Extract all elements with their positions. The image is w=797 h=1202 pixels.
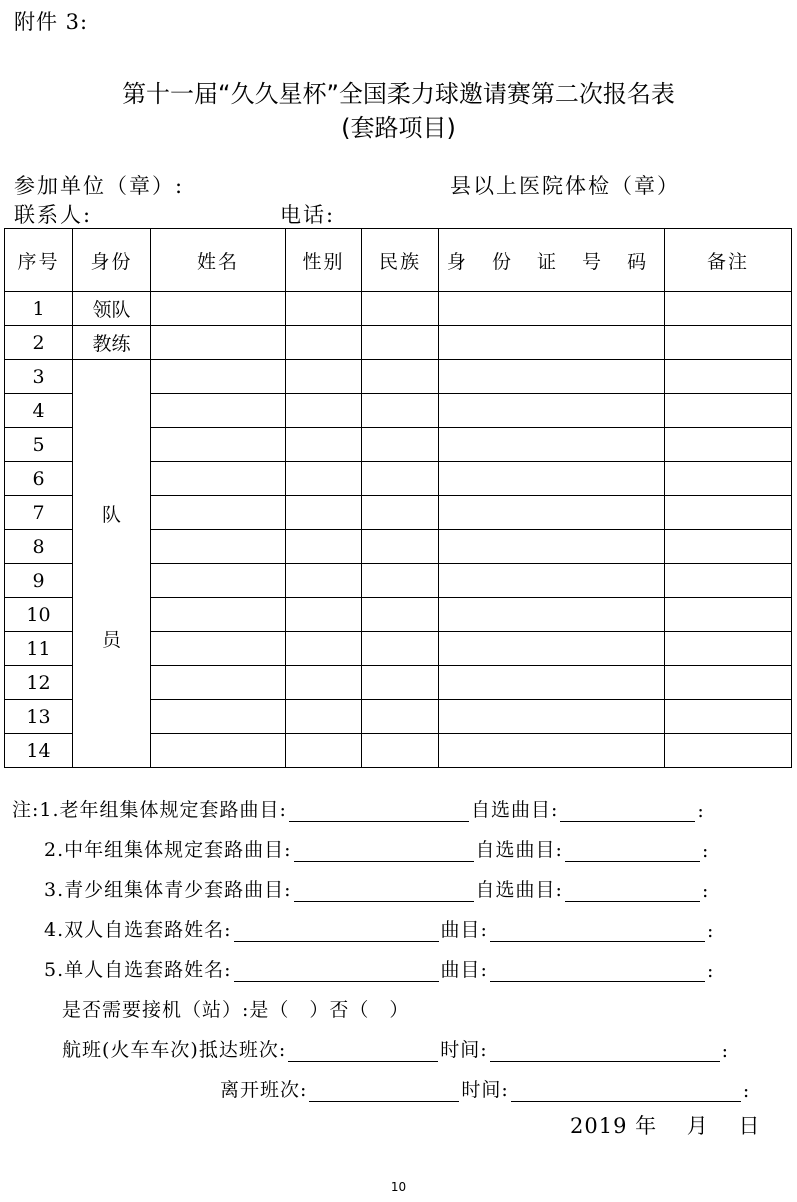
note-cell[interactable] xyxy=(665,530,792,564)
sex-cell[interactable] xyxy=(286,666,362,700)
nation-cell[interactable] xyxy=(362,564,439,598)
row-number: 9 xyxy=(5,564,73,598)
name-cell[interactable] xyxy=(151,666,286,700)
header-seq: 序号 xyxy=(5,229,73,292)
note-cell[interactable] xyxy=(665,632,792,666)
depart-time-label: 时间: xyxy=(461,1079,509,1101)
name-cell[interactable] xyxy=(151,462,286,496)
header-note: 备注 xyxy=(665,229,792,292)
note-cell[interactable] xyxy=(665,292,792,326)
name-cell[interactable] xyxy=(151,598,286,632)
id-cell[interactable] xyxy=(439,734,665,768)
note-3-song-field[interactable] xyxy=(294,881,474,902)
note-3-label: 3.青少组集体青少套路曲目: xyxy=(44,879,292,901)
row-number: 7 xyxy=(5,496,73,530)
row-number: 2 xyxy=(5,326,73,360)
row-number: 3 xyxy=(5,360,73,394)
table-row xyxy=(5,292,792,326)
id-cell[interactable] xyxy=(439,598,665,632)
header-id: 身 份 证 号 码 xyxy=(439,229,665,292)
note-1-free-field[interactable] xyxy=(560,801,695,822)
page-number: 10 xyxy=(390,1180,407,1194)
form-title: 第十一届“久久星杯”全国柔力球邀请赛第二次报名表 xyxy=(122,80,675,108)
note-3-free-field[interactable] xyxy=(565,881,700,902)
nation-cell[interactable] xyxy=(362,394,439,428)
note-1 xyxy=(12,795,705,822)
row-number: 5 xyxy=(5,428,73,462)
row-number: 4 xyxy=(5,394,73,428)
nation-cell[interactable] xyxy=(362,326,439,360)
name-cell[interactable] xyxy=(151,428,286,462)
sex-cell[interactable] xyxy=(286,428,362,462)
arrival-time-field[interactable] xyxy=(490,1041,720,1062)
id-cell[interactable] xyxy=(439,326,665,360)
sex-cell[interactable] xyxy=(286,360,362,394)
row-number: 8 xyxy=(5,530,73,564)
note-cell[interactable] xyxy=(665,700,792,734)
name-cell[interactable] xyxy=(151,326,286,360)
header-role: 身份 xyxy=(73,229,151,292)
depart-label: 离开班次: xyxy=(220,1079,308,1101)
name-cell[interactable] xyxy=(151,496,286,530)
arrival-end: : xyxy=(721,1040,730,1062)
note-3 xyxy=(44,875,709,902)
name-cell[interactable] xyxy=(151,734,286,768)
note-5-song-field[interactable] xyxy=(490,961,705,982)
name-cell[interactable] xyxy=(151,394,286,428)
id-cell[interactable] xyxy=(439,292,665,326)
sex-cell[interactable] xyxy=(286,530,362,564)
name-cell[interactable] xyxy=(151,360,286,394)
nation-cell[interactable] xyxy=(362,530,439,564)
id-cell[interactable] xyxy=(439,462,665,496)
attachment-label: 附件 3: xyxy=(14,10,89,34)
note-5-song-label: 曲目: xyxy=(440,959,488,981)
note-cell[interactable] xyxy=(665,394,792,428)
note-cell[interactable] xyxy=(665,462,792,496)
row-number: 11 xyxy=(5,632,73,666)
note-cell[interactable] xyxy=(665,666,792,700)
note-cell[interactable] xyxy=(665,598,792,632)
id-cell[interactable] xyxy=(439,564,665,598)
sex-cell[interactable] xyxy=(286,326,362,360)
note-2-song-field[interactable] xyxy=(294,841,474,862)
row-number: 13 xyxy=(5,700,73,734)
note-4-end: : xyxy=(706,920,715,942)
note-4 xyxy=(44,915,714,942)
nation-cell[interactable] xyxy=(362,496,439,530)
note-2-free-label: 自选曲目: xyxy=(475,839,563,861)
depart-line xyxy=(220,1075,750,1102)
note-4-label: 4.双人自选套路姓名: xyxy=(44,919,232,941)
pickup-line xyxy=(62,995,409,1022)
nation-cell[interactable] xyxy=(362,428,439,462)
note-2-end: : xyxy=(701,840,710,862)
contact-label: 联系人: xyxy=(14,203,93,227)
nation-cell[interactable] xyxy=(362,700,439,734)
unit-label: 参加单位（章）: xyxy=(14,174,185,198)
table-row xyxy=(5,326,792,360)
header-nation: 民族 xyxy=(362,229,439,292)
row-number: 1 xyxy=(5,292,73,326)
note-4-song-label: 曲目: xyxy=(440,919,488,941)
sex-cell[interactable] xyxy=(286,598,362,632)
arrival-line xyxy=(62,1035,729,1062)
id-cell[interactable] xyxy=(439,496,665,530)
note-2-label: 2.中年组集体规定套路曲目: xyxy=(44,839,292,861)
role-team-char-1: 队 xyxy=(101,504,121,526)
note-cell[interactable] xyxy=(665,428,792,462)
row-number: 6 xyxy=(5,462,73,496)
sex-cell[interactable] xyxy=(286,700,362,734)
sex-cell[interactable] xyxy=(286,564,362,598)
id-cell[interactable] xyxy=(439,632,665,666)
note-5-end: : xyxy=(706,960,715,982)
role-leader: 领队 xyxy=(73,292,151,326)
sex-cell[interactable] xyxy=(286,632,362,666)
id-cell[interactable] xyxy=(439,530,665,564)
note-1-end: : xyxy=(697,800,705,822)
nation-cell[interactable] xyxy=(362,598,439,632)
table-header-row xyxy=(5,229,792,292)
table-row xyxy=(5,360,792,394)
pickup-label: 是否需要接机（站）:是（ ）否（ ） xyxy=(62,999,410,1021)
note-3-end: : xyxy=(701,880,710,902)
nation-cell[interactable] xyxy=(362,462,439,496)
note-4-song-field[interactable] xyxy=(490,921,705,942)
depart-time-field[interactable] xyxy=(511,1081,741,1102)
role-team-char-2: 员 xyxy=(101,629,121,651)
nation-cell[interactable] xyxy=(362,666,439,700)
name-cell[interactable] xyxy=(151,700,286,734)
role-coach: 教练 xyxy=(73,326,151,360)
name-cell[interactable] xyxy=(151,632,286,666)
note-1-label: 注:1.老年组集体规定套路曲目: xyxy=(12,799,287,821)
note-cell[interactable] xyxy=(665,734,792,768)
header-sex: 性别 xyxy=(286,229,362,292)
id-cell[interactable] xyxy=(439,666,665,700)
note-5-name-field[interactable] xyxy=(234,961,439,982)
row-number: 10 xyxy=(5,598,73,632)
signature-date: 2019 年 月 日 xyxy=(570,1114,761,1138)
sex-cell[interactable] xyxy=(286,496,362,530)
arrival-time-label: 时间: xyxy=(440,1039,488,1061)
note-cell[interactable] xyxy=(665,564,792,598)
role-team-member xyxy=(73,360,151,768)
note-5-label: 5.单人自选套路姓名: xyxy=(44,959,232,981)
nation-cell[interactable] xyxy=(362,734,439,768)
name-cell[interactable] xyxy=(151,292,286,326)
sex-cell[interactable] xyxy=(286,462,362,496)
note-1-free-label: 自选曲目: xyxy=(470,799,559,821)
name-cell[interactable] xyxy=(151,530,286,564)
header-name: 姓名 xyxy=(151,229,286,292)
id-cell[interactable] xyxy=(439,394,665,428)
note-4-name-field[interactable] xyxy=(234,921,439,942)
phone-label: 电话: xyxy=(280,203,336,227)
depart-field[interactable] xyxy=(309,1081,459,1102)
id-cell[interactable] xyxy=(439,428,665,462)
note-5 xyxy=(44,955,714,982)
id-cell[interactable] xyxy=(439,360,665,394)
nation-cell[interactable] xyxy=(362,292,439,326)
note-cell[interactable] xyxy=(665,496,792,530)
sex-cell[interactable] xyxy=(286,394,362,428)
note-cell[interactable] xyxy=(665,360,792,394)
nation-cell[interactable] xyxy=(362,360,439,394)
nation-cell[interactable] xyxy=(362,632,439,666)
arrival-label: 航班(火车车次)抵达班次: xyxy=(62,1039,287,1061)
name-cell[interactable] xyxy=(151,564,286,598)
depart-end: : xyxy=(742,1080,751,1102)
registration-table xyxy=(4,228,792,768)
arrival-field[interactable] xyxy=(288,1041,438,1062)
id-cell[interactable] xyxy=(439,700,665,734)
row-number: 14 xyxy=(5,734,73,768)
row-number: 12 xyxy=(5,666,73,700)
note-2 xyxy=(44,835,709,862)
note-cell[interactable] xyxy=(665,326,792,360)
note-3-free-label: 自选曲目: xyxy=(475,879,563,901)
note-1-song-field[interactable] xyxy=(289,801,469,822)
sex-cell[interactable] xyxy=(286,734,362,768)
sex-cell[interactable] xyxy=(286,292,362,326)
form-subtitle: (套路项目) xyxy=(341,114,456,142)
hospital-label: 县以上医院体检（章） xyxy=(450,174,680,198)
note-2-free-field[interactable] xyxy=(565,841,700,862)
